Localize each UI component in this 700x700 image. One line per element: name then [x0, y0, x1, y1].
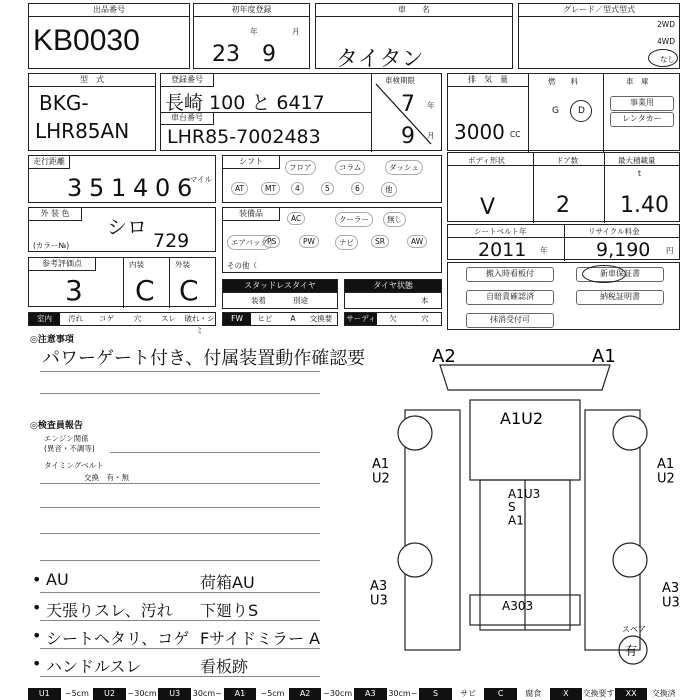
grade-label: グレード／型式型式 [519, 4, 679, 17]
legend-cell: 交換要す [582, 689, 615, 698]
legend-cell: S [419, 688, 452, 700]
wheel-front-left [398, 416, 432, 450]
shift-option: AT [231, 182, 248, 195]
color-label: 外 装 色 [29, 208, 82, 221]
inspection-label: 車検期限 [385, 76, 415, 85]
report-right: 荷箱AU [200, 573, 255, 592]
tire-count-unit: 本 [421, 296, 429, 305]
drive-4wd: 4WD [657, 37, 675, 46]
legend-cell: X [550, 688, 583, 700]
report-bullet: • [32, 626, 42, 645]
equipment-option: ナビ [335, 235, 358, 250]
model-line1: BKG- [39, 91, 89, 115]
code-cell: ヒビ [257, 314, 273, 323]
year-unit: 年 [250, 27, 258, 36]
car-name-box [315, 3, 513, 72]
chassis-number: LHR85-7002483 [167, 126, 321, 148]
mark-top-left: A2 [432, 346, 456, 367]
model-label: 型 式 [29, 74, 155, 87]
code-cell: 破れ・シミ [184, 314, 215, 335]
shift-option: 6 [351, 182, 364, 195]
chassis-number-label: 車台番号 [161, 112, 214, 125]
doors-label: ドア数 [556, 156, 579, 165]
mark-rear-left: A3 U3 [370, 579, 388, 609]
shift-label: シフト [223, 156, 280, 169]
drive-none: なし [660, 55, 675, 64]
studless-label: スタッドレスタイヤ [223, 280, 337, 293]
mileage-digit: 5 [89, 174, 105, 202]
legend-cell: ~30cm [323, 689, 353, 698]
legend-cell: ~5cm [260, 689, 285, 698]
wheel-rear-right [613, 543, 647, 577]
truck-diagram [370, 340, 690, 680]
shift-box [222, 155, 442, 203]
code-cell: 穴 [421, 314, 429, 323]
wheel-front-right [613, 416, 647, 450]
report-bullet: • [32, 598, 42, 617]
door-count: 2 [556, 193, 570, 218]
report-bullet: • [32, 570, 42, 589]
auction-number-box [28, 3, 190, 69]
legend-cell: XX [615, 688, 648, 700]
doc-insurance: 自賠責確認済 [466, 290, 554, 305]
cab-front-outline [440, 365, 610, 390]
usage-business: 事業用 [610, 96, 674, 111]
legend-cell: サビ [460, 689, 477, 698]
doc-cancellation: 抹消受付可 [466, 313, 554, 328]
equipment-option: クーラー [335, 212, 373, 227]
timing-label: タイミングベルト [44, 461, 104, 470]
shift-option: コラム [335, 160, 365, 175]
legend-cell: ~5cm [64, 689, 89, 698]
legend-cell: U1 [28, 688, 61, 700]
belt-year: 2011 [478, 239, 527, 261]
report-rule [40, 592, 320, 593]
report-left: ハンドルスレ [46, 657, 142, 676]
garage-label: 車 庫 [626, 77, 649, 86]
color-no-label: (カラー№) [33, 241, 70, 250]
legend-cell: A3 [354, 688, 387, 700]
studless-separate: 別途 [293, 296, 308, 305]
doc-tax: 納税証明書 [576, 290, 664, 305]
notes-text: パワーゲート付き、付属装置動作確認要 [42, 348, 366, 369]
legend-cell: ~30cm [127, 689, 157, 698]
month-unit: 月 [292, 27, 300, 36]
legend-cell: C [484, 688, 517, 700]
mark-cargo: A1U2 [500, 409, 544, 428]
legend-cell: U2 [93, 688, 126, 700]
legend-cell: A2 [289, 688, 322, 700]
auction-number-label: 出品番号 [29, 4, 189, 17]
usage-rental: レンタカー [610, 112, 674, 127]
legend-cell: 交換済 [651, 689, 676, 698]
equipment-option: PW [299, 235, 319, 248]
recycle-fee: 9,190 [596, 239, 651, 261]
displacement-label: 排 気 量 [448, 74, 529, 87]
max-load: 1.40 [620, 193, 669, 218]
mark-right-side: A1 U2 [657, 457, 675, 487]
mileage-box [28, 155, 216, 203]
body-shape-label: ボディ形状 [468, 156, 505, 165]
mark-bumper: A303 [502, 599, 534, 613]
engine-box [447, 73, 680, 151]
engine-label: エンジン関係 (異音・不調等) [44, 434, 95, 453]
code-cell: FW [223, 313, 251, 325]
report-right: 看板跡 [200, 657, 249, 676]
code-cell: 汚れ [68, 314, 83, 323]
equipment-option: PS [263, 235, 280, 248]
doc-warranty-circle [582, 265, 626, 283]
mileage-digit: 4 [133, 174, 149, 202]
timing-exchange: 交換 有・無 [84, 473, 129, 482]
recycle-label: リサイクル料金 [588, 227, 640, 236]
report-left: 天張りスレ、汚れ [46, 601, 173, 620]
first-registration-label: 初年度登録 [194, 4, 309, 17]
equipment-option: AC [287, 212, 305, 225]
score-box [28, 257, 216, 307]
equipment-box [222, 207, 442, 273]
code-cell: 室内 [29, 313, 60, 325]
inspector-report-label: ◎検査員報告 [30, 421, 83, 431]
shift-option: 4 [291, 182, 304, 195]
interior-code-strip [28, 312, 216, 335]
legend-cell: A1 [224, 688, 257, 700]
report-right: Fサイドミラー A [200, 629, 321, 648]
report-rule [40, 620, 320, 621]
color-box [28, 207, 216, 252]
code-cell: サーディオ [346, 314, 376, 335]
inspection-year: 7 [401, 92, 415, 117]
equipment-option: SR [371, 235, 389, 248]
mark-rear-right: A3 U3 [662, 581, 680, 611]
studless-fitted: 装着 [251, 296, 266, 305]
notes-label: ◎注意事項 [30, 335, 74, 345]
first-reg-year: 23 [212, 42, 240, 67]
report-right: 下廻りS [200, 601, 259, 620]
code-cell: 交換要 [309, 314, 333, 323]
first-registration-box [193, 3, 310, 69]
fuel-d: D [578, 106, 585, 116]
report-bullet: • [32, 654, 42, 673]
report-left: AU [46, 570, 69, 589]
legend-cell: 30cm~ [388, 689, 418, 698]
reference-score: 3 [65, 274, 83, 307]
report-rule [40, 648, 320, 649]
mark-center: A1U3 S A1 [508, 487, 541, 528]
inspection-year-unit: 年 [427, 101, 435, 110]
mark-top-right: A1 [592, 346, 616, 367]
registration-box [160, 73, 442, 151]
legend-cell: 腐食 [525, 689, 542, 698]
shift-option: 5 [321, 182, 334, 195]
car-name: タイタン [336, 47, 424, 72]
fuel-d-circle [570, 100, 592, 122]
grade-box [518, 3, 680, 69]
other-label: その他（ [227, 261, 257, 270]
mark-left-side: A1 U2 [372, 457, 390, 487]
mileage-digit: 3 [67, 174, 83, 202]
report-left: シートヘタリ、コゲ [46, 629, 190, 648]
belt-label: シートベルト年 [474, 227, 527, 236]
shift-option: フロア [285, 160, 316, 175]
wheel-rear-left [398, 543, 432, 577]
legend-cell: U3 [158, 688, 191, 700]
drive-2wd: 2WD [657, 20, 675, 29]
model-box [28, 73, 156, 151]
yen-unit: 円 [666, 246, 674, 255]
tire-box [344, 279, 442, 309]
belt-box [447, 224, 680, 260]
body-box [447, 152, 680, 222]
car-name-label: 車 名 [316, 4, 512, 17]
shift-option: 他 [381, 182, 397, 197]
reg-number: 長崎 100 と 6417 [165, 92, 325, 114]
studless-box [222, 279, 338, 309]
exterior-grade: C [179, 274, 199, 307]
exterior-label: 外装 [175, 260, 190, 269]
equipment-option: エアバッグ [227, 235, 272, 250]
color-name: シロ [107, 215, 147, 239]
mileage-digit: 1 [111, 174, 127, 202]
code-cell: A [290, 314, 296, 323]
reg-number-label: 登録番号 [161, 74, 214, 87]
max-load-label: 最大積載量 [618, 156, 656, 165]
code-cell: スレ [161, 314, 176, 323]
legend-cell: 30cm~ [192, 689, 222, 698]
damage-legend [28, 688, 680, 700]
belt-year-unit: 年 [540, 246, 548, 255]
shift-option: ダッシュ [385, 160, 423, 175]
inspection-month-unit: 月 [427, 131, 435, 140]
documents-box [447, 262, 680, 330]
auction-number: KB0030 [33, 24, 140, 57]
equipment-option: 無し [383, 212, 406, 227]
interior-grade: C [135, 274, 155, 307]
spare-label: スペア [622, 625, 646, 634]
code-cell: 欠 [389, 314, 397, 323]
doc-warranty: 新車保証書 [576, 267, 664, 282]
equipment-option: AW [407, 235, 427, 248]
spare-mark: 有 [625, 644, 638, 658]
first-reg-month: 9 [262, 42, 276, 67]
score-label: 参考評価点 [29, 258, 96, 271]
mileage-digit: 6 [177, 174, 193, 202]
fuel-label: 燃 料 [548, 77, 578, 86]
ton-unit: t [638, 169, 641, 178]
fw-code-strip [222, 312, 338, 326]
doc-signboard: 搬入時看板付 [466, 267, 554, 282]
mileage-digit: 0 [155, 174, 171, 202]
cc-unit: CC [510, 130, 521, 139]
interior-label: 内装 [129, 260, 144, 269]
color-no: 729 [153, 230, 190, 252]
fuel-g: G [552, 106, 559, 116]
mileage-label: 走行距離 [29, 156, 70, 169]
displacement: 3000 [454, 120, 505, 144]
strike-mark [371, 74, 443, 152]
inspection-month: 9 [401, 124, 415, 149]
code-cell: コゲ [99, 314, 114, 323]
drive-4wd-circle [648, 49, 678, 67]
model-line2: LHR85AN [35, 119, 130, 143]
shift-option: MT [261, 182, 280, 195]
body-shape: V [480, 195, 496, 220]
report-rule [40, 676, 320, 677]
tire-label: タイヤ状態 [345, 280, 441, 293]
sunroof-code-strip [344, 312, 442, 335]
mileage-unit: マイル [189, 175, 212, 184]
equipment-label: 装備品 [223, 208, 280, 221]
code-cell: 穴 [133, 314, 142, 323]
